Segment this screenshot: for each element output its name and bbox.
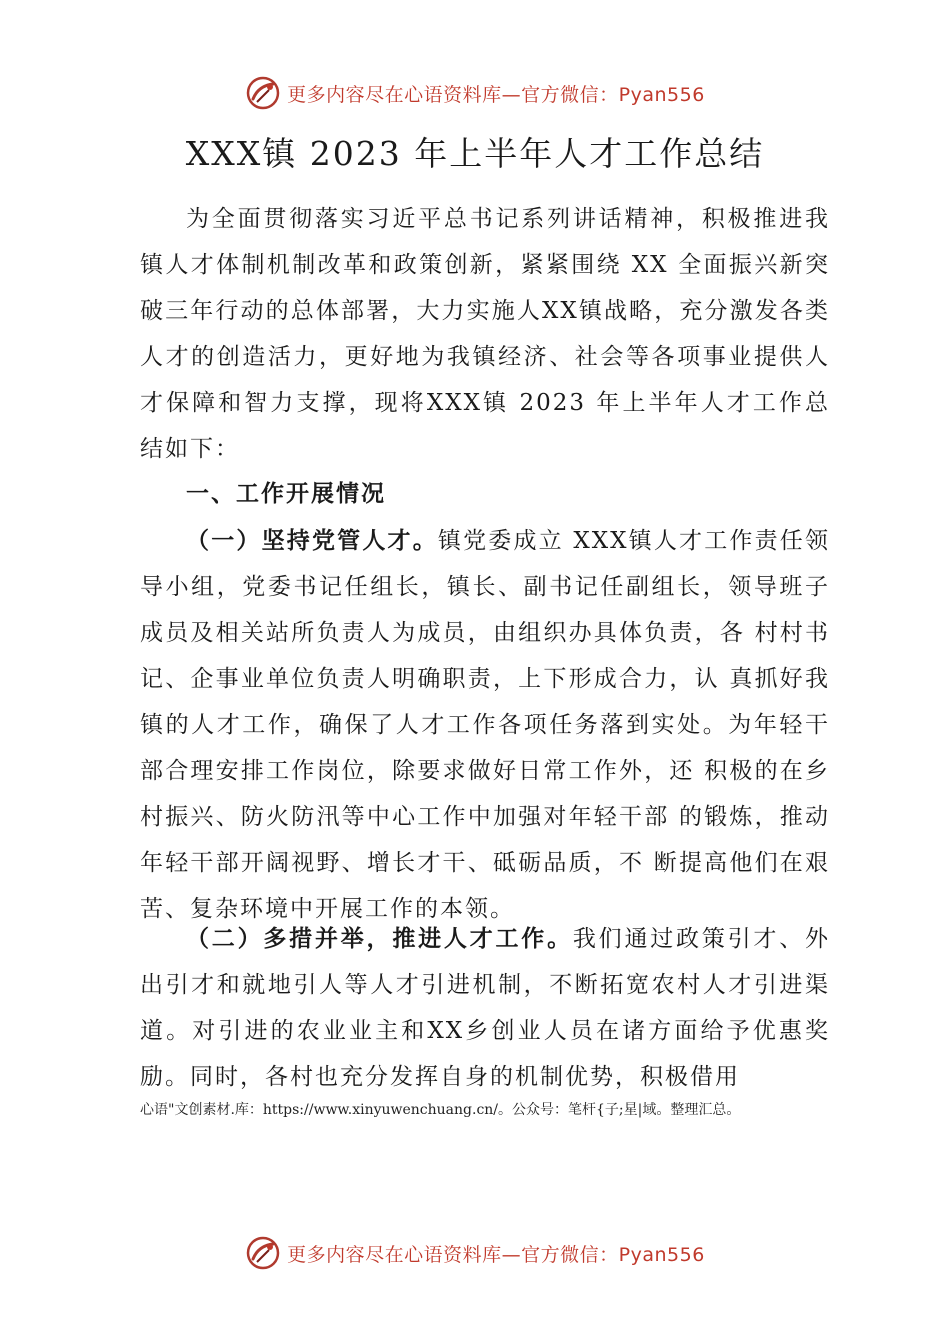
document-title: XXX镇 2023 年上半年人才工作总结 — [185, 134, 765, 173]
banner-text: 更多内容尽在心语资料库—官方微信：Pyan556 — [287, 1243, 705, 1266]
intro-paragraph-block — [140, 196, 830, 472]
footer-watermark-banner — [0, 1228, 950, 1278]
subsection-2-block — [140, 916, 830, 1100]
subsection-1-paragraph — [140, 518, 830, 932]
subsection-1-text: 镇党委成立 XXX镇人才工作责任领导小组，党委书记任组长，镇长、副书记任副组长，领导班子成员及相关站所负责人为成员，由组织办具体负责，各 村村书记、企事业单位负责人明确职责，上下形成合力，认 真抓好我镇的人才工作，确保了人才工作各项任务落到实处。为年轻干部合理安排工作岗位，除要求做好日常工作外，还 积极的在乡村振兴、防火防汛等中心工作中加强对年轻干部 的锻炼，推动年轻干部开阔视野、增长才干、砥砺品质，不 断提高他们在艰苦、复杂环境中开展工作的本领。 — [140, 528, 831, 922]
intro-paragraph: 为全面贯彻落实习近平总书记系列讲话精神，积极推进我镇人才体制机制改革和政策创新，紧紧围绕 XX 全面振兴新突破三年行动的总体部署，大力实施人XX镇战略，充分激发各类人才的创造活力，更好地为我镇经济、社会等各项事业提供人才保障和智力支撑，现将XXX镇 2023 年上半年人才工作总结如下： — [140, 206, 830, 462]
subsection-2-text: 我们通过政策引才、外出引才和就地引人等人才引进机制，不断拓宽农村人才引进渠道。对引进的农业业主和XX乡创业人员在诸方面给予优惠奖励。同时，各村也充分发挥自身的机制优势，积极借用 — [140, 926, 831, 1090]
subsection-1-block — [140, 518, 830, 932]
subsection-2-lead: （二）多措并举，推进人才工作。 — [186, 926, 573, 952]
source-footnote: 心语"文创素材.库：https://www.xinyuwenchuang.cn/。公众号：笔杆{子;星|域。整理汇总。 — [140, 1102, 741, 1118]
section-heading: 一、工作开展情况 — [186, 481, 386, 507]
library-logo-icon — [245, 75, 281, 111]
header-watermark-banner — [0, 68, 950, 118]
library-logo-icon — [245, 1235, 281, 1271]
banner-text: 更多内容尽在心语资料库—官方微信：Pyan556 — [287, 83, 705, 106]
subsection-1-lead: （一）坚持党管人才。 — [186, 528, 438, 554]
subsection-2-paragraph — [140, 916, 830, 1100]
